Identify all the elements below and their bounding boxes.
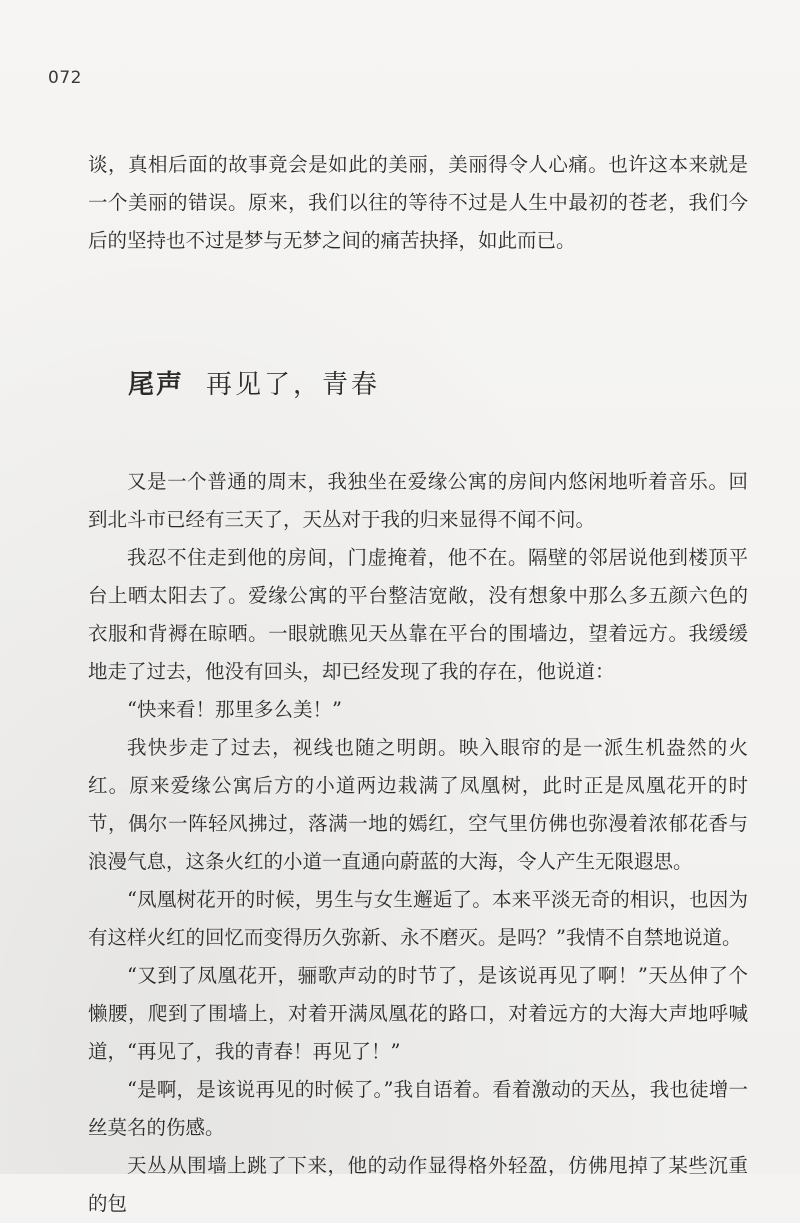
- page-number: 072: [48, 68, 82, 88]
- body-paragraph: “凤凰树花开的时候，男生与女生邂逅了。本来平淡无奇的相识，也因为有这样火红的回忆而变得历久弥新、永不磨灭。是吗？”我情不自禁地说道。: [88, 888, 748, 949]
- chapter-body: [88, 463, 748, 1223]
- body-paragraph: “又到了凤凰花开，骊歌声动的时节了，是该说再见了啊！”天丛伸了个懒腰，爬到了围墙上，对着开满凤凰花的路口，对着远方的大海大声地呼喊道，“再见了，我的青春！再见了！”: [88, 964, 748, 1063]
- body-paragraph: “快来看！那里多么美！”: [127, 698, 342, 721]
- continuation-text: [88, 146, 748, 260]
- body-paragraph: “是啊，是该说再见的时候了。”我自语着。看着激动的天丛，我也徒增一丝莫名的伤感。: [88, 1078, 748, 1139]
- section-label: 尾声: [128, 370, 185, 400]
- body-paragraph: 又是一个普通的周末，我独坐在爱缘公寓的房间内悠闲地听着音乐。回到北斗市已经有三天了，天丛对于我的归来显得不闻不问。: [88, 470, 748, 531]
- body-paragraph: 我快步走了过去，视线也随之明朗。映入眼帘的是一派生机盎然的火红。原来爱缘公寓后方的小道两边栽满了凤凰树，此时正是凤凰花开的时节，偶尔一阵轻风拂过，落满一地的嫣红，空气里仿佛也弥漫着浓郁花香与浪漫气息，这条火红的小道一直通向蔚蓝的大海，令人产生无限遐思。: [88, 736, 748, 873]
- section-heading: [128, 364, 380, 401]
- continuation-paragraph: 谈，真相后面的故事竟会是如此的美丽，美丽得令人心痛。也许这本来就是一个美丽的错误。原来，我们以往的等待不过是人生中最初的苍老，我们今后的坚持也不过是梦与无梦之间的痛苦抉择，如此而已。: [88, 153, 748, 252]
- body-paragraph: 我忍不住走到他的房间，门虚掩着，他不在。隔壁的邻居说他到楼顶平台上晒太阳去了。爱缘公寓的平台整洁宽敞，没有想象中那么多五颜六色的衣服和背褥在晾晒。一眼就瞧见天丛靠在平台的围墙边，望着远方。我缓缓地走了过去，他没有回头，却已经发现了我的存在，他说道：: [88, 546, 748, 683]
- body-paragraph: 天丛从围墙上跳了下来，他的动作显得格外轻盈，仿佛甩掉了某些沉重的包: [88, 1154, 748, 1215]
- section-title: 再见了，青春: [206, 370, 381, 400]
